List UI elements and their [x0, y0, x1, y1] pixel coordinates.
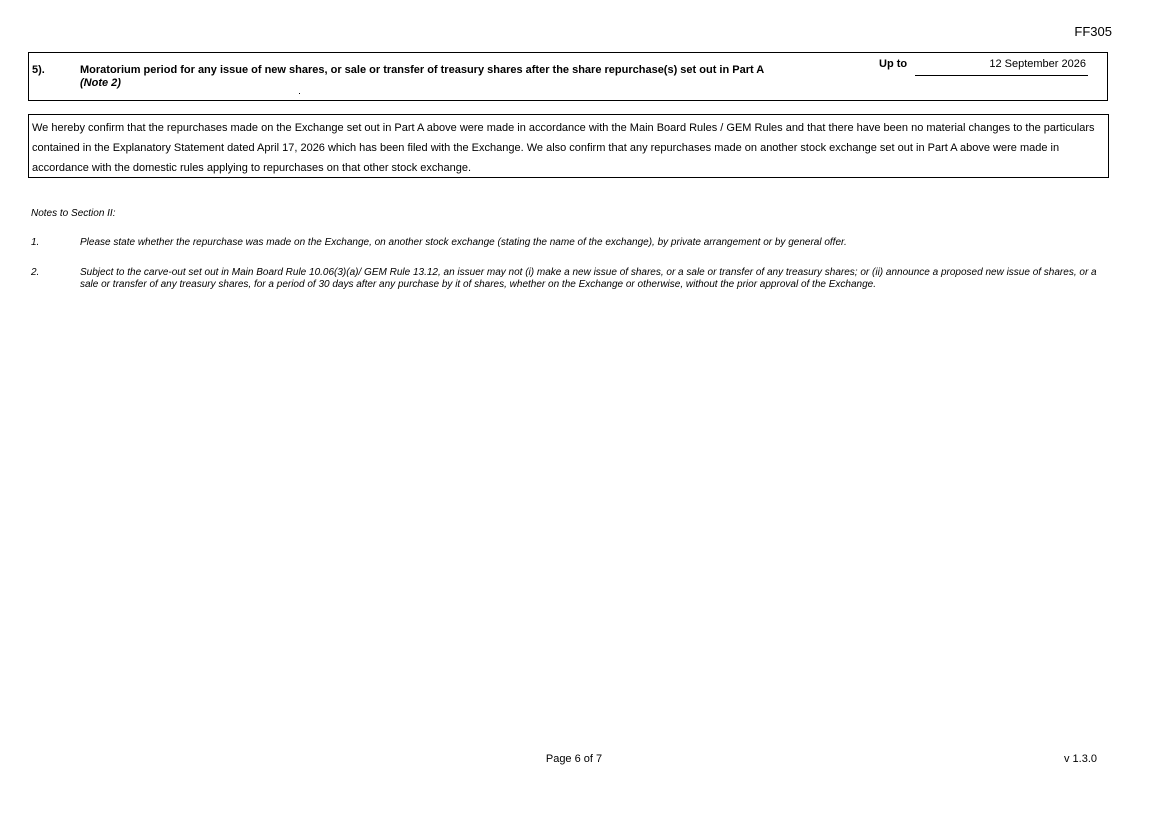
note-item — [31, 237, 1111, 251]
note-text: Please state whether the repurchase was made on the Exchange, on another stock exchange (stating the name of the exchange), by private arrangement or by general offer. — [80, 237, 847, 248]
stray-dot — [299, 93, 300, 94]
section-title — [80, 64, 764, 90]
section-note-ref: (Note 2) — [80, 77, 121, 89]
form-code: FF305 — [1074, 24, 1112, 39]
section-number: 5). — [32, 64, 45, 76]
upto-date-field[interactable]: 12 September 2026 — [915, 58, 1088, 76]
page-number: Page 6 of 7 — [545, 753, 603, 765]
section-5-box — [28, 52, 1108, 101]
version-label: v 1.3.0 — [1063, 753, 1097, 765]
note-item — [31, 267, 1111, 307]
note-number: 1. — [31, 237, 40, 248]
note-text: Subject to the carve-out set out in Main Board Rule 10.06(3)(a)/ GEM Rule 13.12, an issuer may not (i) make a new issue of shares, or a sale or transfer of any treasury shares; or (ii) announce a proposed new issue of shares, or a sale or transfer of any treasury shares, for a period of 30 days after any purchase by it of shares, whether on the Exchange or otherwise, without the prior approval of the Exchange. — [80, 267, 1097, 290]
note-number: 2. — [31, 267, 40, 278]
notes-heading: Notes to Section II: — [31, 208, 116, 219]
upto-label: Up to — [879, 58, 908, 70]
confirmation-statement: We hereby confirm that the repurchases made on the Exchange set out in Part A above were made in accordance with the Main Board Rules / GEM Rules and that there have been no material changes to the particulars contained in the Explanatory Statement dated April 17, 2026 which has been filed with the Exchange. We also confirm that any repurchases made on another stock exchange set out in Part A above were made in accordance with the domestic rules applying to repurchases on that other stock exchange. — [28, 114, 1109, 178]
section-title-text: Moratorium period for any issue of new shares, or sale or transfer of treasury shares after the share repurchase(s) set out in Part A — [80, 64, 765, 76]
